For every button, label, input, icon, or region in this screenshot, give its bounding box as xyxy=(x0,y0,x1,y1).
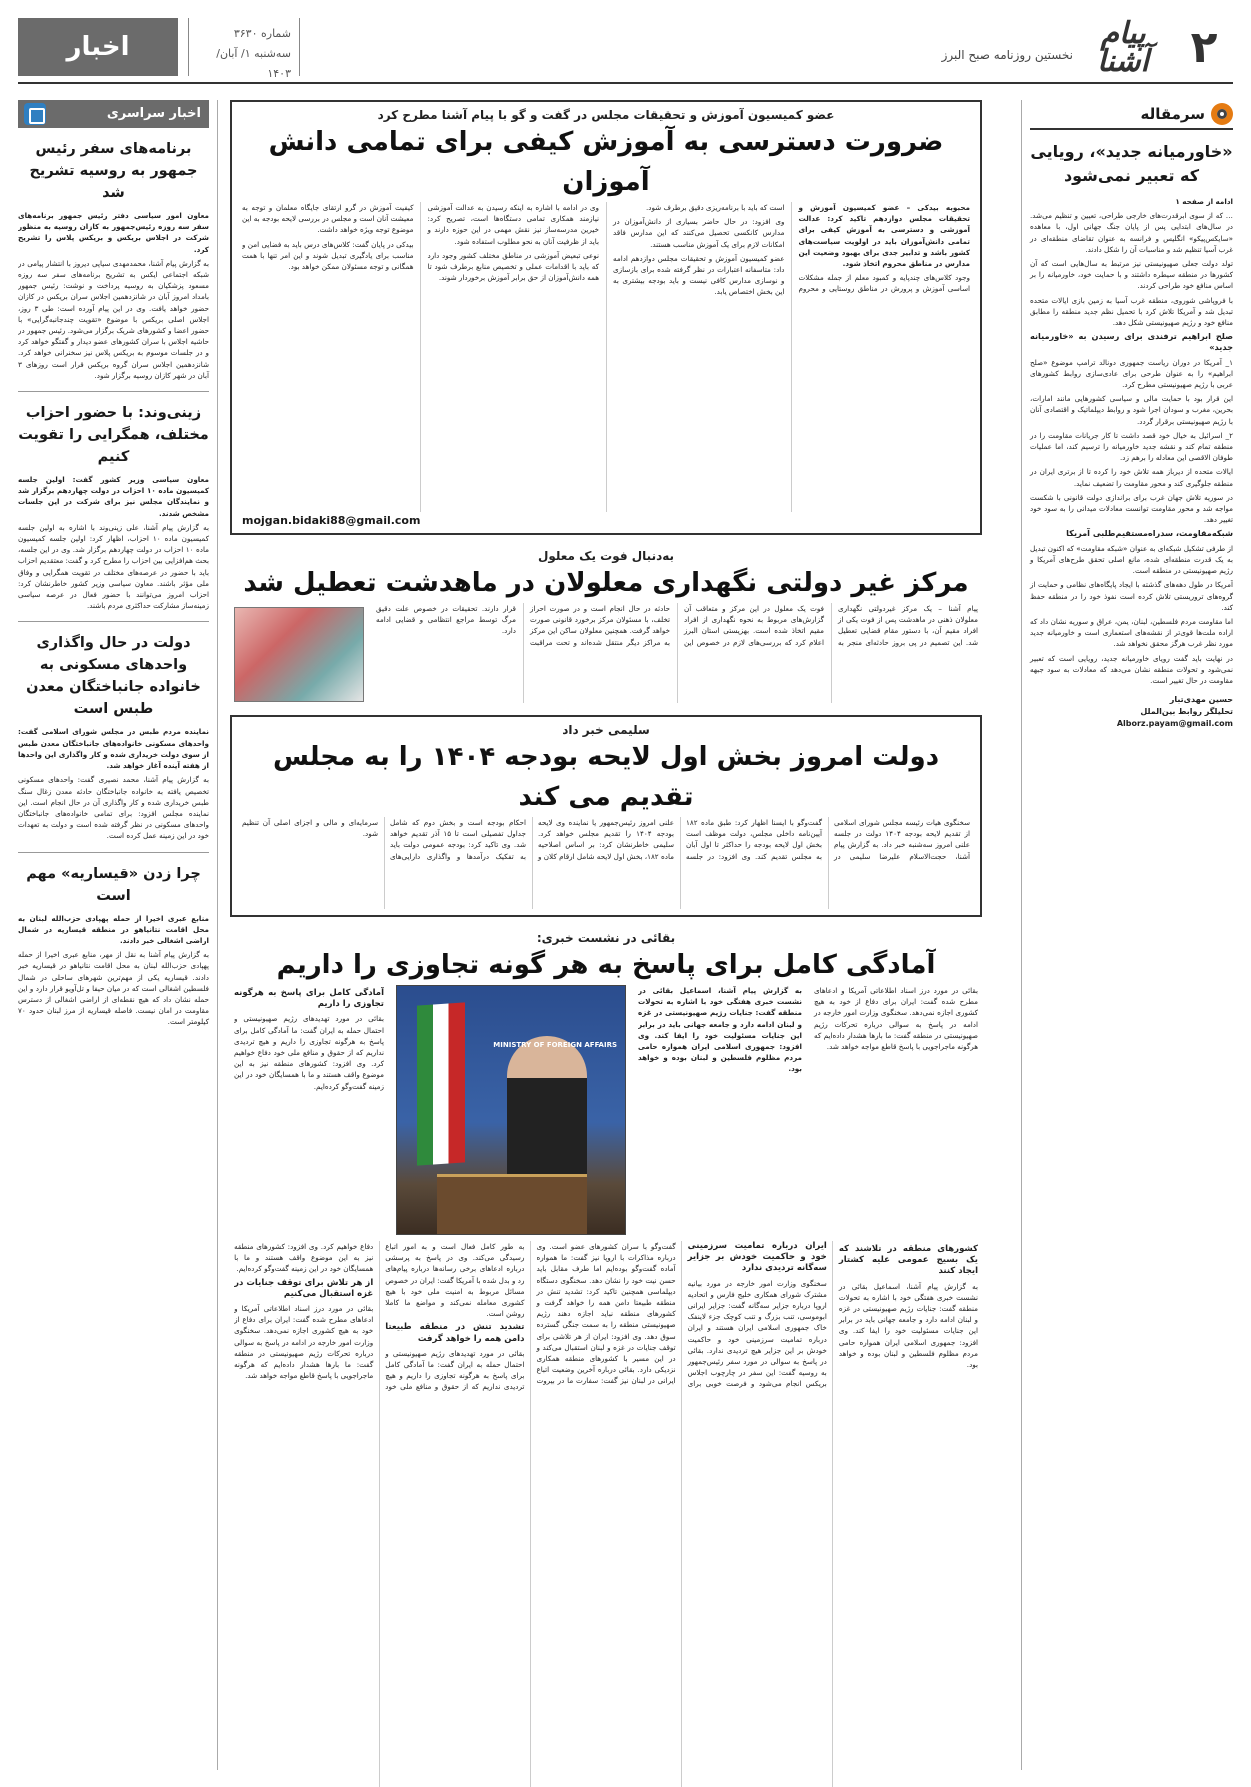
article-subhead: از هر تلاش برای توقف جنایات در غزه استقبال می‌کنیم xyxy=(234,1277,374,1299)
author-email[interactable]: Alborz.payam@gmail.com xyxy=(1116,719,1233,729)
article-body xyxy=(376,603,978,703)
page-number: ۲ xyxy=(1190,22,1218,73)
article-paragraph: بقائی در مورد تهدیدهای رژیم صهیونیستی و احتمال حمله به ایران گفت: ما آمادگی کامل برای پاسخ به هرگونه تجاوزی را داریم و هیچ تردیدی نداریم که از حقوق و منافع ملی خود دفاع خواهیم کرد. وی افزود: کشورهای منطقه نیز به این موضوع واقف هستند و ما با همسایگان خود در این زمینه گفت‌وگو کرده‌ایم. xyxy=(234,1014,384,1091)
article-paragraph: نوعی تبعیض آموزشی در مناطق مختلف کشور وجود دارد که باید با اقدامات عملی و تخصیص منابع برطرف شود تا همه دانش‌آموزان از حق برابر آموزش برخوردار شوند. xyxy=(427,250,599,283)
article-intro xyxy=(638,985,978,1235)
article-photo xyxy=(234,607,364,702)
editorial-subhead: صلح ابراهیم ترفندی برای رسیدن به «خاورمیانه جدید» xyxy=(1030,331,1233,353)
news-title: چرا زدن «قیساریه» مهم است xyxy=(26,865,201,904)
author-name: حسین مهدی‌تبار xyxy=(1169,695,1233,705)
editorial-paragraph: … که از سوی ابرقدرت‌های خارجی طراحی، تعیین و تنظیم می‌شد. در سال‌های ابتدایی پس از پایان جنگ جهانی اول، با معاهده «سایکس‌پیکو» انگلیس و فرانسه به عنوان تقاضای منطقه‌ای در غرب آسیا تنظیم شد و مناسبات آن را شکل دادند. xyxy=(1030,211,1233,254)
news-lead: معاون امور سیاسی دفتر رئیس جمهور برنامه‌های سفر سه روزه رئیس‌جمهور به کازان روسیه به منظور شرکت در اجلاس بریکس و بریکس پلاس را تشریح کرد. xyxy=(18,211,209,254)
section-tag: اخبار xyxy=(18,18,178,76)
tagline: نخستین روزنامه صبح البرز xyxy=(941,48,1073,62)
issue-date: سه‌شنبه ۱/ آبان/ ۱۴۰۳ xyxy=(216,47,291,80)
roundup-column xyxy=(18,100,218,1770)
news-text: به گزارش پیام آشنا، محمدمهدی سیاپی دیروز با انتشار پیامی در شبکه اجتماعی ایکس به تشریح برنامه‌های سفر سه روزه مسعود پزشکیان به روسیه پرداخت و نوشت: رئیس جمهور بامداد امروز آبان در شانزدهمین اجلاس سران بریکس در کازان حضور خواهد یافت. وی در این پیام آورده است: طی ۳ روز، اجلاس اصلی بریکس با موضوع «تقویت چندجانبه‌گرایی» با حضور اعضا و کشورهای شریک برگزار می‌شود. رئیس جمهور در حاشیه اجلاس با سران کشورهای عضو دیدار و گفتگو خواهد کرد و در جلسات موسوم به بریکس پلاس نیز سخنرانی خواهد کرد. شانزدهمین اجلاس سران گروه بریکس قرار است روزهای ۳ آبان در شهر کازان روسیه برگزار شود. xyxy=(18,258,209,380)
editorial-paragraph: در نهایت باید گفت رویای خاورمیانه جدید، رویایی است که تعبیر نمی‌شود و تحولات منطقه نشان می‌دهد که معادلات به سود جبهه مقاومت در حال تغییر است. xyxy=(1030,653,1233,685)
newspaper-logo: پیام آشنا xyxy=(1097,16,1149,79)
article-budget xyxy=(230,715,982,917)
editorial-paragraph: این قرار بود با حمایت مالی و سیاسی کشورهایی مانند امارات، بحرین، مغرب و سودان اجرا شود و روابط دیپلماتیک و اقتصادی آنان با رژیم صهیونیستی برقرار گردد. xyxy=(1030,394,1233,426)
article-paragraph: بقائی در مورد تهدیدهای رژیم صهیونیستی و احتمال حمله به ایران گفت: ما آمادگی کامل برای پاسخ به هرگونه تجاوزی را داریم و هیچ تردیدی نداریم که از حقوق و منافع ملی خود دفاع خواهیم کرد. وی افزود: کشورهای منطقه نیز به این موضوع واقف هستند و ما با همسایگان خود در این زمینه گفت‌وگو کرده‌ایم. xyxy=(234,1242,525,1392)
editorial-paragraph: تولد دولت جعلی صهیونیستی نیز مرتبط به سال‌هایی است که آن کشورها در منطقه سیطره داشتند و با حمایت خود، خاورمیانه را بر اساس منافع خود طراحی کردند. xyxy=(1030,259,1233,291)
news-title: زینی‌وند: با حضور احزاب مختلف، همگرایی را تقویت کنیم xyxy=(18,405,209,466)
spokesman-photo xyxy=(396,985,626,1235)
article-subhead: کشورهای منطقه در تلاشند که یک بسیج عمومی علیه کشتار ایجاد کنند xyxy=(838,1244,978,1277)
article-paragraph: کیفیت آموزش در گرو ارتقای جایگاه معلمان و توجه به معیشت آنان است و مجلس در بررسی لایحه بودجه به این موضوع توجه ویژه خواهد داشت. xyxy=(242,203,414,235)
editorial-paragraph: ۲_ اسرائیل به خیال خود قصد داشت تا کار جریانات مقاومت را در منطقه تمام کند و نقشه جدید خاورمیانه را ترسیم کند، اما عملیات طوفان الاقصی این معادله را برهم زد. xyxy=(1030,430,1233,463)
article-paragraph: وجود کلاس‌های چندپایه و کمبود معلم از جمله مشکلات اساسی آموزش و پرورش در مناطق روستایی و محروم است که باید با برنامه‌ریزی دقیق برطرف شود. xyxy=(645,203,970,294)
article-kicker: سلیمی خبر داد xyxy=(562,723,650,737)
roundup-label: اخبار سراسری xyxy=(106,106,201,121)
news-text: به گزارش پیام آشنا، علی زینی‌وند با اشاره به اولین جلسه کمیسیون ماده ۱۰ احزاب، اظهار کرد: اولین جلسه کمیسیون ماده ۱۰ احزاب در دولت چهاردهم برگزار شد. وی در این جلسه، بحث هم‌افزایی بین احزاب را مطرح کرد و گفت: معتقدیم احزاب باید با حضور در عرصه‌های مختلف در تقویت همگرایی و وفاق ملی مؤثر باشند. معاون سیاسی وزیر کشور خاطرنشان کرد: احزاب امروز می‌توانند با حضور فعال در عرصه سیاسی زمینه‌ساز مشارکت حداکثری مردم باشند. xyxy=(18,522,209,611)
podium-shape xyxy=(437,1174,587,1234)
article-body xyxy=(234,1241,978,1787)
editorial-paragraph: ۱_ آمریکا در دوران ریاست جمهوری دونالد ترامپ موضوع «صلح ابراهیم» را به عنوان طرحی برای عادی‌سازی روابط کشورهای عربی با رژیم صهیونیستی مطرح کرد. xyxy=(1030,357,1233,390)
masthead xyxy=(18,14,1233,84)
editorial-signature xyxy=(1030,694,1233,730)
article-paragraph: به گزارش پیام آشنا، اسماعیل بقائی در نشست خبری هفتگی خود با اشاره به تحولات منطقه گفت: جنایات رژیم صهیونیستی در غزه و لبنان ادامه دارد و جامعه جهانی باید در برابر این جنایات مسئولیت خود را ایفا کند. وی افزود: جمهوری اسلامی ایران همواره حامی مردم مظلوم فلسطین و لبنان بوده و خواهد بود. xyxy=(638,986,802,1074)
article-education xyxy=(230,100,982,535)
editorial-column xyxy=(1021,100,1233,1770)
author-role: تحلیلگر روابط بین‌الملل xyxy=(1140,707,1233,717)
speaker-figure xyxy=(507,1036,587,1186)
editorial-paragraph: ایالات متحده از دیرباز همه تلاش خود را کرده تا از برتری ایران در منطقه جلوگیری کند و محور مقاومت را تضعیف نماید. xyxy=(1030,467,1233,488)
editorial-paragraph: با فروپاشی شوروی، منطقه غرب آسیا به زمین بازی ایالات متحده تبدیل شد و آمریکا تلاش کرد با تحمیل نظم جدید منطقه را مطابق منافع خود و رژیم صهیونیستی شکل دهد. xyxy=(1030,295,1233,328)
article-headline: آمادگی کامل برای پاسخ به هر گونه تجاوزی را داریم xyxy=(276,950,936,980)
iran-flag-icon xyxy=(417,1002,465,1165)
roundup-header xyxy=(18,100,209,128)
editorial-paragraph: از طرفی تشکیل شبکه‌ای به عنوان «شبکه مقاومت» که اکنون تبدیل به یک قدرت منطقه‌ای شده، مانع اصلی تحقق طرح‌های آمریکا و رژیم صهیونیستی در منطقه است. xyxy=(1030,543,1233,576)
continued-note: ادامه از صفحه ۱ xyxy=(1175,197,1233,206)
article-paragraph: پیام آشنا – یک مرکز غیردولتی نگهداری معلولان ذهنی در ماهدشت پس از فوت یکی از افراد مقیم آن، با دستور مقام قضایی تعطیل شد. این تصمیم در پی بروز حادثه‌ای منجر به فوت یک معلول در این مرکز و متعاقب آن گزارش‌های مربوط به نحوه نگهداری از افراد مقیم اتخاذ شده است. بهزیستی استان البرز اعلام کرد که بررسی‌های لازم در خصوص این حادثه در حال انجام است و در صورت احراز تخلف، با مسئولان مرکز برخورد قانونی صورت خواهد گرفت. همچنین معلولان ساکن این مرکز به مراکز دیگر منتقل شده‌اند و تحت مراقبت قرار دارند. تحقیقات در خصوص علت دقیق مرگ توسط مراجع انتظامی و قضایی ادامه دارد. xyxy=(376,604,978,647)
news-lead: معاون سیاسی وزیر کشور گفت: اولین جلسه کمیسیون ماده ۱۰ احزاب در دولت چهاردهم برگزار شد و نمایندگان مجلس نیز برای شرکت در این جلسات مشخص شدند. xyxy=(18,475,209,518)
article-paragraph: وی در ادامه با اشاره به اینکه رسیدن به عدالت آموزشی نیازمند همکاری تمامی دستگاه‌ها است، تصریح کرد: خیرین مدرسه‌ساز نیز نقش مهمی در این حوزه دارند و باید از ظرفیت آنان به نحو مطلوب استفاده شود. xyxy=(427,203,599,246)
notepad-icon xyxy=(24,103,46,125)
author-email[interactable]: mojgan.bidaki88@gmail.com xyxy=(242,514,421,527)
article-baghaei xyxy=(230,931,982,1787)
article-paragraph: بقائی در مورد درز اسناد اطلاعاتی آمریکا و ادعاهای مطرح شده گفت: ایران برای دفاع از خود به هیچ کشوری اجازه نمی‌دهد. سخنگوی وزارت امور خارجه در ادامه در پاسخ به سوالی درباره تحرکات رژیم صهیونیستی در منطقه گفت: ما بارها هشدار داده‌ایم که هرگونه ماجراجویی با پاسخ قاطع مواجه خواهد شد. xyxy=(234,1304,374,1381)
article-kicker: بقائی در نشست خبری: xyxy=(536,931,676,945)
article-paragraph: بیدکی در پایان گفت: کلاس‌های درس باید به فضایی امن و مناسب برای یادگیری تبدیل شوند و این امر تنها با همت همگانی و توجه مسئولان ممکن خواهد بود. xyxy=(242,239,414,272)
article-body xyxy=(242,202,970,512)
news-title: برنامه‌های سفر رئیس جمهور به روسیه تشریح شد xyxy=(29,141,198,201)
article-kicker: به‌دنبال فوت یک معلول xyxy=(537,549,675,563)
article-kicker: عضو کمیسیون آموزش و تحقیقات مجلس در گفت و گو با پیام آشنا مطرح کرد xyxy=(377,108,835,122)
article-headline: دولت امروز بخش اول لایحه بودجه ۱۴۰۴ را به مجلس تقدیم می کند xyxy=(272,742,940,812)
issue-number: شماره ۳۶۳۰ xyxy=(233,27,291,40)
editorial-paragraph: اما مقاومت مردم فلسطین، لبنان، یمن، عراق و سوریه نشان داد که اراده ملت‌ها قوی‌تر از نقشه‌های استعماری است و خاورمیانه جدید مورد نظر غرب هرگز محقق نخواهد شد. xyxy=(1030,616,1233,649)
divider xyxy=(18,621,209,622)
article-paragraph: بقائی در مورد درز اسناد اطلاعاتی آمریکا و ادعاهای مطرح شده گفت: ایران برای دفاع از خود به هیچ کشوری اجازه نمی‌دهد. سخنگوی وزارت امور خارجه در ادامه در پاسخ به سوالی درباره تحرکات رژیم صهیونیستی در منطقه گفت: ما بارها هشدار داده‌ایم که هرگونه ماجراجویی با پاسخ قاطع مواجه خواهد شد. xyxy=(814,986,978,1052)
news-text: به گزارش پیام آشنا، محمد نصیری گفت: واحدهای مسکونی تخصیص یافته به خانواده جانباختگان حادثه معدن زغال سنگ طبس خریداری شده و کار واگذاری آن در حال انجام است. این نماینده مجلس افزود: برای تمامی خانواده‌های جانباختگان واحدهای مسکونی در نظر گرفته شده است و دولت به تعهدات خود در این زمینه عمل کرده است. xyxy=(18,775,209,841)
news-lead: منابع عبری اخیرا از حمله پهپادی حزب‌الله لبنان به محل اقامت نتانیاهو در منطقه قیساریه در شمال اراضی اشغالی خبر دادند. xyxy=(18,913,209,945)
news-body xyxy=(18,474,209,611)
article-paragraph: وی افزود: در حال حاضر بسیاری از دانش‌آموزان در مدارس کانکسی تحصیل می‌کنند که این مدارس فاقد امکانات لازم برای یک آموزش مناسب هستند. xyxy=(613,217,785,249)
article-sidebar xyxy=(234,985,384,1235)
article-paragraph: محبوبه بیدکی – عضو کمیسیون آموزش و تحقیقات مجلس دوازدهم تاکید کرد: عدالت آموزشی و دسترسی به آموزش کیفی برای تمامی دانش‌آموزان باید در اولویت سیاست‌های کشور باشد و تدابیر جدی برای بهبود وضعیت این مدارس در مناطق محروم اتخاذ شود. xyxy=(798,203,970,269)
eye-icon xyxy=(1211,103,1233,125)
issue-info xyxy=(188,18,300,80)
article-disability-center xyxy=(230,549,982,703)
news-lead: نماینده مردم طبس در مجلس شورای اسلامی گفت: واحدهای مسکونی خانواده‌های جانباختگان معدن طبس از سوی دولت خریداری شده و کار واگذاری این واحدها از هفته آینده آغاز خواهد شد. xyxy=(18,727,209,771)
article-paragraph: سخنگوی هیات رئیسه مجلس شورای اسلامی از تقدیم لایحه بودجه ۱۴۰۴ دولت در جلسه علنی امروز سه‌شنبه خبر داد. به گزارش پیام آشنا، حجت‌الاسلام علیرضا سلیمی در گفت‌وگو با ایسنا اظهار کرد: طبق ماده ۱۸۲ آیین‌نامه داخلی مجلس، دولت موظف است بخش اول لایحه بودجه را حداکثر تا اول آبان به مجلس تقدیم کند. وی افزود: در جلسه علنی امروز رئیس‌جمهور یا نماینده وی لایحه بودجه ۱۴۰۴ را تقدیم مجلس خواهد کرد. سلیمی خاطرنشان کرد: بر اساس اصلاحیه ماده ۱۸۲، بخش اول لایحه شامل ارقام کلان و احکام بودجه است و بخش دوم که شامل جداول تفصیلی است تا ۱۵ آذر تقدیم خواهد شد. وی تاکید کرد: بودجه عمومی دولت باید به تفکیک درآمدها و واگذاری دارایی‌های سرمایه‌ای و مالی و اجزای اصلی آن تنظیم شود. xyxy=(242,818,970,861)
editorial-title: «خاورمیانه جدید»، رویایی که تعبیر نمی‌شود xyxy=(1030,142,1233,185)
article-body xyxy=(242,817,970,909)
news-body xyxy=(18,210,209,381)
editorial-paragraph: در سوریه تلاش جهان غرب برای براندازی دولت قانونی با شکست مواجه شد و محور مقاومت توانست معادلات میدانی را به سود خود تغییر دهد. xyxy=(1030,492,1233,525)
article-headline: مرکز غیر دولتی نگهداری معلولان در ماهدشت تعطیل شد xyxy=(243,568,969,598)
article-subhead: تشدید تنش در منطقه طبیعتا دامن همه را خواهد گرفت xyxy=(385,1322,525,1344)
center-area xyxy=(230,100,982,1787)
article-top-row xyxy=(234,985,978,1235)
news-body xyxy=(18,913,209,1028)
divider xyxy=(18,852,209,853)
editorial-label: سرمقاله xyxy=(1140,105,1205,123)
editorial-paragraph: آمریکا در طول دهه‌های گذشته با ایجاد پایگاه‌های نظامی و حمایت از گروه‌های تروریستی تلاش کرده است نفوذ خود را در منطقه حفظ کند. xyxy=(1030,580,1233,612)
news-body xyxy=(18,726,209,841)
sidebar-title: آمادگی کامل برای پاسخ به هرگونه تجاوزی را داریم xyxy=(234,988,384,1010)
photo-caption: MINISTRY OF FOREIGN AFFAIRS xyxy=(493,1041,617,1049)
editorial-header xyxy=(1030,100,1233,130)
article-headline: ضرورت دسترسی به آموزش کیفی برای تمامی دانش آموزان xyxy=(268,127,944,197)
news-text: به گزارش پیام آشنا به نقل از مهر، منابع عبری اخیرا از حمله پهپادی حزب‌الله لبنان به محل اقامت نتانیاهو در قیساریه خبر دادند. قیساریه یکی از مهم‌ترین شهرهای ساحلی در شمال فلسطین اشغالی است که در میان حیفا و تل‌آویو قرار دارد و این حمله نشان داد که هیچ نقطه‌ای از اراضی اشغالی از دسترس مقاومت در امان نیست. فاصله قیساریه از مرز لبنان حدود ۷۰ کیلومتر است. xyxy=(18,950,209,1027)
news-title: دولت در حال واگذاری واحدهای مسکونی به خانواده جانباختگان معدن طبس است xyxy=(26,635,201,718)
editorial-subhead: شبکه‌مقاومت، سدراه‌مستقیم‌طلبی آمریکا xyxy=(1066,528,1233,539)
editorial-body xyxy=(1030,196,1233,730)
article-paragraph: سخنگوی وزارت امور خارجه در مورد بیانیه مشترک شورای همکاری خلیج فارس و اتحادیه اروپا درباره جزایر سه‌گانه گفت: جزایر ایرانی ابوموسی، تنب بزرگ و تنب کوچک جزء لاینفک خاک جمهوری اسلامی ایران هستند و ایران درباره تمامیت سرزمینی خود و حاکمیت خودش بر این جزایر هیچ تردیدی ندارد. بقائی در پاسخ به سوالی در مورد سفر رئیس‌جمهور به روسیه گفت: این سفر در چارچوب اجلاس بریکس انجام می‌شود و فرصت خوبی برای گفت‌وگو با سران کشورهای عضو است. وی درباره مذاکرات با اروپا نیز گفت: ما همواره آماده گفت‌وگو بوده‌ایم اما طرف مقابل باید حسن نیت خود را نشان دهد. سخنگوی دستگاه دیپلماسی همچنین تاکید کرد: تشدید تنش در منطقه طبیعتا دامن همه را خواهد گرفت و کشورهای منطقه نباید اجازه دهند رژیم صهیونیستی منطقه را به سمت جنگی گسترده سوق دهد. وی افزود: ایران از هر تلاشی برای توقف جنایات در غزه و لبنان استقبال می‌کند و در این مسیر با کشورهای منطقه همکاری نزدیکی دارد. بقائی درباره آخرین وضعیت اتباع ایرانی در لبنان نیز گفت: سفارت ما در بیروت به طور کامل فعال است و به امور اتباع رسیدگی می‌کند. وی در پاسخ به پرسشی درباره ادعاهای برخی رسانه‌ها درباره پیام‌های رد و بدل شده با آمریکا گفت: ایران در خصوص مسائل مربوط به امنیت ملی خود با هیچ کشوری معامله نمی‌کند و مواضع ما کاملا روشن است. xyxy=(385,1242,827,1389)
article-paragraph: عضو کمیسیون آموزش و تحقیقات مجلس دوازدهم ادامه داد: متاسفانه اعتبارات در نظر گرفته شده برای بازسازی و نوسازی مدارس کافی نیست و باید بودجه بیشتری به این بخش اختصاص یابد. xyxy=(613,253,785,297)
article-paragraph: به گزارش پیام آشنا، اسماعیل بقائی در نشست خبری هفتگی خود با اشاره به تحولات منطقه گفت: جنایات رژیم صهیونیستی در غزه و لبنان ادامه دارد و جامعه جهانی باید در برابر این جنایات مسئولیت خود را ایفا کند. وی افزود: جمهوری اسلامی ایران همواره حامی مردم مظلوم فلسطین و لبنان بوده و خواهد بود. xyxy=(838,1281,978,1370)
divider xyxy=(18,391,209,392)
article-subhead: ایران درباره تمامیت سرزمینی خود و حاکمیت خودش بر جزایر سه‌گانه تردیدی ندارد xyxy=(687,1241,827,1274)
